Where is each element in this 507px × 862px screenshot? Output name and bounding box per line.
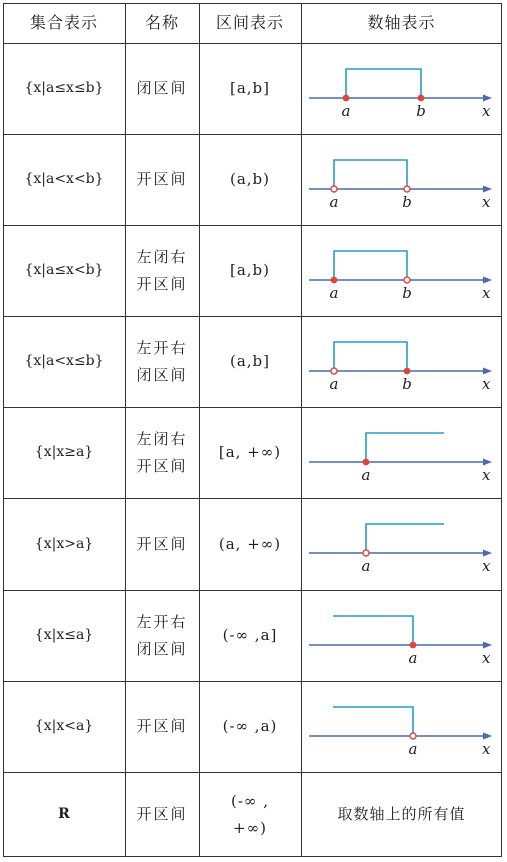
interval-notation — [199, 316, 301, 407]
interval-name-line: 左开右 — [136, 339, 188, 358]
number-line — [301, 316, 502, 407]
axis-arrow — [483, 642, 492, 649]
interval-notation-text: [a, +∞) — [218, 443, 282, 462]
endpoint-label: a — [361, 466, 371, 484]
axis-variable-label: x — [482, 557, 491, 575]
number-line-cell — [301, 681, 502, 772]
number-line-cell — [301, 316, 502, 407]
axis-variable-label: x — [482, 740, 491, 758]
interval-name — [125, 681, 199, 772]
interval-name-line: 开区间 — [136, 534, 188, 553]
interval-notation — [199, 681, 301, 772]
interval-notation-text: (a, +∞) — [218, 534, 282, 553]
interval-name-line: 开区间 — [136, 274, 188, 293]
interval-notation — [199, 134, 301, 225]
number-line — [301, 407, 502, 498]
interval-bracket — [334, 160, 407, 189]
axis-description: 取数轴上的所有值 — [337, 805, 466, 824]
closed-endpoint — [410, 642, 417, 649]
left-endpoint-label: a — [341, 102, 351, 120]
interval-name — [125, 407, 199, 498]
interval-notation — [199, 43, 301, 134]
interval-notation-line: +∞) — [233, 818, 267, 837]
open-endpoint — [363, 550, 369, 556]
right-endpoint-label: b — [402, 284, 412, 302]
interval-notation — [199, 772, 301, 857]
left-endpoint-label: a — [329, 193, 339, 211]
number-line-cell — [301, 590, 502, 681]
axis-variable-label: x — [482, 193, 491, 211]
number-line-cell — [301, 43, 502, 134]
interval-bracket — [346, 69, 421, 98]
number-line — [301, 681, 502, 772]
right-endpoint-label: b — [416, 102, 426, 120]
number-line-cell — [301, 134, 502, 225]
left-endpoint-label: a — [329, 284, 339, 302]
interval-notation-text: (a,b] — [229, 352, 271, 371]
open-endpoint — [331, 368, 337, 374]
interval-bracket — [334, 342, 407, 371]
interval-name-line: 闭区间 — [136, 365, 188, 384]
axis-variable-label: x — [482, 375, 491, 393]
right-endpoint-label: b — [402, 193, 412, 211]
number-line — [301, 134, 502, 225]
open-endpoint — [331, 186, 337, 192]
interval-name — [125, 225, 199, 316]
axis-variable-label: x — [482, 284, 491, 302]
closed-endpoint — [331, 277, 338, 284]
closed-endpoint — [404, 368, 411, 375]
header-interval: 区间表示 — [215, 13, 284, 32]
number-line-cell — [301, 225, 502, 316]
axis-arrow — [483, 459, 492, 466]
ray-bracket — [366, 524, 444, 553]
set-notation: {x|a≤x<b} — [24, 262, 104, 279]
interval-name-line: 闭区间 — [136, 639, 188, 658]
number-line — [301, 590, 502, 681]
axis-arrow — [483, 368, 492, 375]
interval-name — [125, 590, 199, 681]
open-endpoint — [410, 733, 416, 739]
interval-notation-text: (-∞ ,a] — [222, 626, 278, 645]
endpoint-label: a — [408, 649, 418, 667]
interval-notation-text: (-∞ ,a) — [222, 717, 278, 736]
header-set: 集合表示 — [29, 13, 98, 32]
set-notation: {x|x≤a} — [34, 627, 94, 644]
axis-arrow — [483, 186, 492, 193]
axis-variable-label: x — [482, 649, 491, 667]
axis-arrow — [483, 733, 492, 740]
closed-endpoint — [343, 95, 350, 102]
interval-notation — [199, 225, 301, 316]
interval-name-line: 开区间 — [136, 456, 188, 475]
left-endpoint-label: a — [329, 375, 339, 393]
interval-name — [125, 772, 199, 857]
interval-notation-text: [a,b) — [229, 261, 271, 280]
interval-name-line: 左闭右 — [136, 430, 188, 449]
interval-name-line: 闭区间 — [136, 79, 188, 98]
right-endpoint-label: b — [402, 375, 412, 393]
number-line-cell — [301, 772, 502, 857]
open-endpoint — [404, 186, 410, 192]
interval-notation-text: (a,b) — [229, 170, 271, 189]
set-notation: R — [58, 806, 70, 823]
interval-name — [125, 316, 199, 407]
axis-arrow — [483, 550, 492, 557]
closed-endpoint — [363, 459, 370, 466]
endpoint-label: a — [408, 740, 418, 758]
endpoint-label: a — [361, 557, 371, 575]
closed-endpoint — [418, 95, 425, 102]
interval-name-line: 左闭右 — [136, 248, 188, 267]
interval-name-line: 开区间 — [136, 170, 188, 189]
open-endpoint — [404, 277, 410, 283]
interval-notation-line: (-∞ , — [231, 792, 269, 811]
interval-notation-table — [3, 3, 502, 857]
interval-name — [125, 43, 199, 134]
ray-bracket — [366, 433, 444, 462]
interval-notation — [199, 498, 301, 590]
set-notation: {x|x<a} — [34, 718, 94, 735]
number-line — [301, 43, 502, 134]
number-line — [301, 225, 502, 316]
interval-notation — [199, 590, 301, 681]
ray-bracket — [333, 616, 413, 645]
interval-notation — [199, 407, 301, 498]
set-notation: {x|a<x<b} — [24, 171, 104, 188]
set-notation: {x|x>a} — [34, 535, 94, 552]
interval-name-line: 左开右 — [136, 613, 188, 632]
interval-name — [125, 498, 199, 590]
interval-name-line: 开区间 — [136, 717, 188, 736]
interval-notation-text: [a,b] — [229, 79, 271, 98]
axis-arrow — [483, 277, 492, 284]
axis-variable-label: x — [482, 102, 491, 120]
ray-bracket — [333, 707, 413, 736]
set-notation: {x|x≥a} — [34, 444, 94, 461]
axis-variable-label: x — [482, 466, 491, 484]
axis-arrow — [483, 95, 492, 102]
set-notation: {x|a<x≤b} — [24, 353, 104, 370]
number-line-cell — [301, 407, 502, 498]
interval-name-line: 开区间 — [136, 805, 188, 824]
interval-name — [125, 134, 199, 225]
header-name: 名称 — [144, 13, 179, 32]
number-line-cell — [301, 498, 502, 590]
header-axis: 数轴表示 — [367, 13, 436, 32]
interval-bracket — [334, 251, 407, 280]
number-line — [301, 498, 502, 590]
set-notation: {x|a≤x≤b} — [24, 80, 104, 97]
